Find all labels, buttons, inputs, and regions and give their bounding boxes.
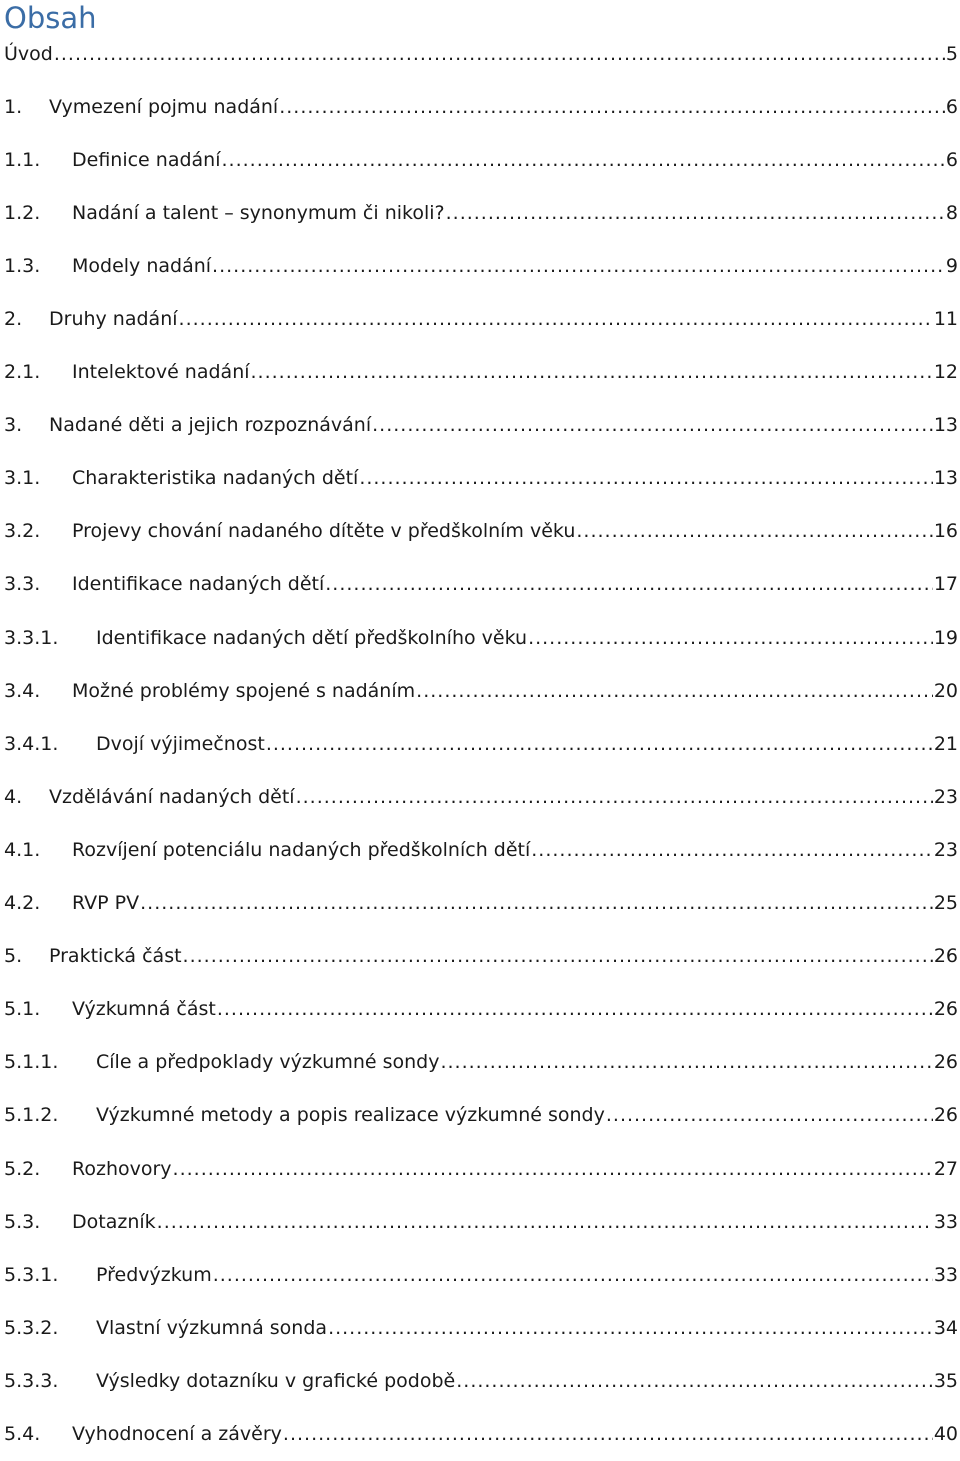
toc-dot-leader [446,201,945,225]
toc-entry[interactable] [4,1089,958,1142]
toc-entry-number: 5. [4,945,23,968]
toc-entry-page-number: 25 [933,892,958,915]
toc-entry-title: Druhy nadání [49,308,178,331]
toc-entry[interactable] [4,717,958,770]
toc-entry-title: RVP PV [72,892,140,915]
toc-entry-title: Projevy chování nadaného dítěte v předškolním věku [72,520,576,543]
toc-entry-page-number: 26 [933,1051,958,1074]
toc-dot-leader [372,413,933,437]
toc-entry-title: Intelektové nadání [72,361,250,384]
toc-entry-number: 1.1. [4,148,41,171]
toc-entry-page-number: 6 [945,148,958,171]
toc-entry-page-number: 26 [933,998,958,1021]
toc-entry-number: 2.1. [4,361,41,384]
toc-entry-number: 4. [4,785,23,808]
toc-entry-number: 1.2. [4,201,41,224]
toc-dot-leader [54,42,945,66]
toc-entry[interactable] [4,239,958,292]
toc-entry[interactable] [4,80,958,133]
toc-entry-title: Rozhovory [72,1157,172,1180]
toc-dot-leader [325,572,933,596]
toc-entry-number: 3.4. [4,679,41,702]
toc-entry-number: 5.3.3. [4,1369,59,1392]
toc-dot-leader [328,1316,933,1340]
toc-dot-leader [440,1050,932,1074]
toc-entry-number: 1.3. [4,254,41,277]
toc-entry[interactable] [4,505,958,558]
toc-entry-page-number: 33 [933,1210,958,1233]
toc-entry-number: 3. [4,414,23,437]
toc-entry-number: 5.1.1. [4,1051,59,1074]
toc-dot-leader [296,785,933,809]
toc-dot-leader [173,1157,933,1181]
toc-entry-title: Nadání a talent – synonymum či nikoli? [72,201,445,224]
toc-entry[interactable] [4,770,958,823]
toc-entry-page-number: 13 [933,414,958,437]
toc-entry-page-number: 20 [933,679,958,702]
toc-entry-page-number: 23 [933,785,958,808]
toc-entry-title: Možné problémy spojené s nadáním [72,679,416,702]
toc-entry-number: 3.3. [4,573,41,596]
toc-entry-title: Cíle a předpoklady výzkumné sondy [96,1051,440,1074]
toc-entry-page-number: 8 [945,201,958,224]
toc-entry-title: Vzdělávání nadaných dětí [49,785,295,808]
toc-entry-number: 5.2. [4,1157,41,1180]
toc-entry[interactable] [4,1407,958,1460]
table-of-contents [4,27,958,1461]
toc-entry-title: Identifikace nadaných dětí předškolního věku [96,626,528,649]
toc-dot-leader [251,360,933,384]
toc-entry[interactable] [4,292,958,345]
toc-dot-leader [179,307,933,331]
toc-entry-title: Vlastní výzkumná sonda [96,1316,328,1339]
toc-entry-number: 5.3.2. [4,1316,59,1339]
toc-entry-title: Úvod [4,42,53,65]
toc-dot-leader [531,838,933,862]
toc-entry-page-number: 11 [933,308,958,331]
toc-dot-leader [416,679,933,703]
toc-entry[interactable] [4,877,958,930]
toc-dot-leader [157,1210,933,1234]
toc-entry-page-number: 23 [933,838,958,861]
toc-entry-number: 4.1. [4,838,41,861]
toc-entry-title: Výzkumné metody a popis realizace výzkumné sondy [96,1104,605,1127]
toc-dot-leader [279,95,945,119]
toc-entry-page-number: 19 [933,626,958,649]
toc-dot-leader [212,254,945,278]
toc-entry[interactable] [4,186,958,239]
toc-entry-number: 5.1. [4,998,41,1021]
toc-entry-number: 3.3.1. [4,626,59,649]
toc-dot-leader [222,148,945,172]
toc-entry[interactable] [4,1036,958,1089]
toc-entry-page-number: 21 [933,732,958,755]
toc-entry[interactable] [4,983,958,1036]
toc-entry-title: Rozvíjení potenciálu nadaných předškolních dětí [72,838,531,861]
toc-entry-title: Nadané děti a jejich rozpoznávání [49,414,372,437]
toc-entry[interactable] [4,452,958,505]
toc-entry-title: Výsledky dotazníku v grafické podobě [96,1369,456,1392]
toc-entry-page-number: 5 [945,42,958,65]
toc-entry-title: Vymezení pojmu nadání [49,95,279,118]
toc-entry-page-number: 9 [945,254,958,277]
toc-entry[interactable] [4,823,958,876]
toc-entry-title: Modely nadání [72,254,212,277]
toc-entry[interactable] [4,27,958,80]
toc-dot-leader [576,519,932,543]
toc-entry-title: Výzkumná část [72,998,216,1021]
toc-entry-title: Definice nadání [72,148,221,171]
toc-entry[interactable] [4,664,958,717]
toc-entry-number: 3.1. [4,467,41,490]
toc-dot-leader [217,997,933,1021]
toc-entry-title: Předvýzkum [96,1263,212,1286]
toc-entry-page-number: 26 [933,1104,958,1127]
toc-dot-leader [183,944,933,968]
toc-entry[interactable] [4,1142,958,1195]
toc-dot-leader [140,891,933,915]
toc-entry-title: Dotazník [72,1210,156,1233]
toc-entry-page-number: 27 [933,1157,958,1180]
toc-entry-title: Vyhodnocení a závěry [72,1422,282,1445]
toc-entry-page-number: 26 [933,945,958,968]
toc-entry-title: Charakteristika nadaných dětí [72,467,359,490]
toc-dot-leader [606,1103,933,1127]
toc-entry-number: 4.2. [4,892,41,915]
toc-entry-title: Dvojí výjimečnost [96,732,265,755]
toc-entry[interactable] [4,1248,958,1301]
toc-dot-leader [213,1263,933,1287]
toc-entry[interactable] [4,1301,958,1354]
toc-entry-page-number: 16 [933,520,958,543]
toc-heading: Obsah [4,1,97,35]
toc-entry-number: 5.4. [4,1422,41,1445]
toc-entry-title: Praktická část [49,945,182,968]
toc-entry[interactable] [4,930,958,983]
toc-entry[interactable] [4,399,958,452]
toc-entry[interactable] [4,558,958,611]
toc-entry-page-number: 34 [933,1316,958,1339]
toc-entry[interactable] [4,1195,958,1248]
toc-entry[interactable] [4,346,958,399]
toc-entry-number: 3.4.1. [4,732,59,755]
toc-dot-leader [456,1369,933,1393]
toc-entry-number: 5.1.2. [4,1104,59,1127]
toc-entry-page-number: 6 [945,95,958,118]
toc-dot-leader [359,466,933,490]
toc-entry-number: 5.3. [4,1210,41,1233]
toc-entry-page-number: 12 [933,361,958,384]
toc-dot-leader [528,626,933,650]
toc-entry-number: 3.2. [4,520,41,543]
toc-entry-page-number: 40 [933,1422,958,1445]
toc-dot-leader [283,1422,933,1446]
toc-dot-leader [266,732,933,756]
toc-entry-page-number: 13 [933,467,958,490]
toc-entry-number: 5.3.1. [4,1263,59,1286]
toc-entry[interactable] [4,133,958,186]
toc-entry[interactable] [4,1354,958,1407]
toc-entry-page-number: 35 [933,1369,958,1392]
toc-entry-number: 2. [4,308,23,331]
toc-entry-page-number: 33 [933,1263,958,1286]
toc-entry-title: Identifikace nadaných dětí [72,573,325,596]
toc-entry[interactable] [4,611,958,664]
toc-entry-number: 1. [4,95,23,118]
toc-entry-page-number: 17 [933,573,958,596]
